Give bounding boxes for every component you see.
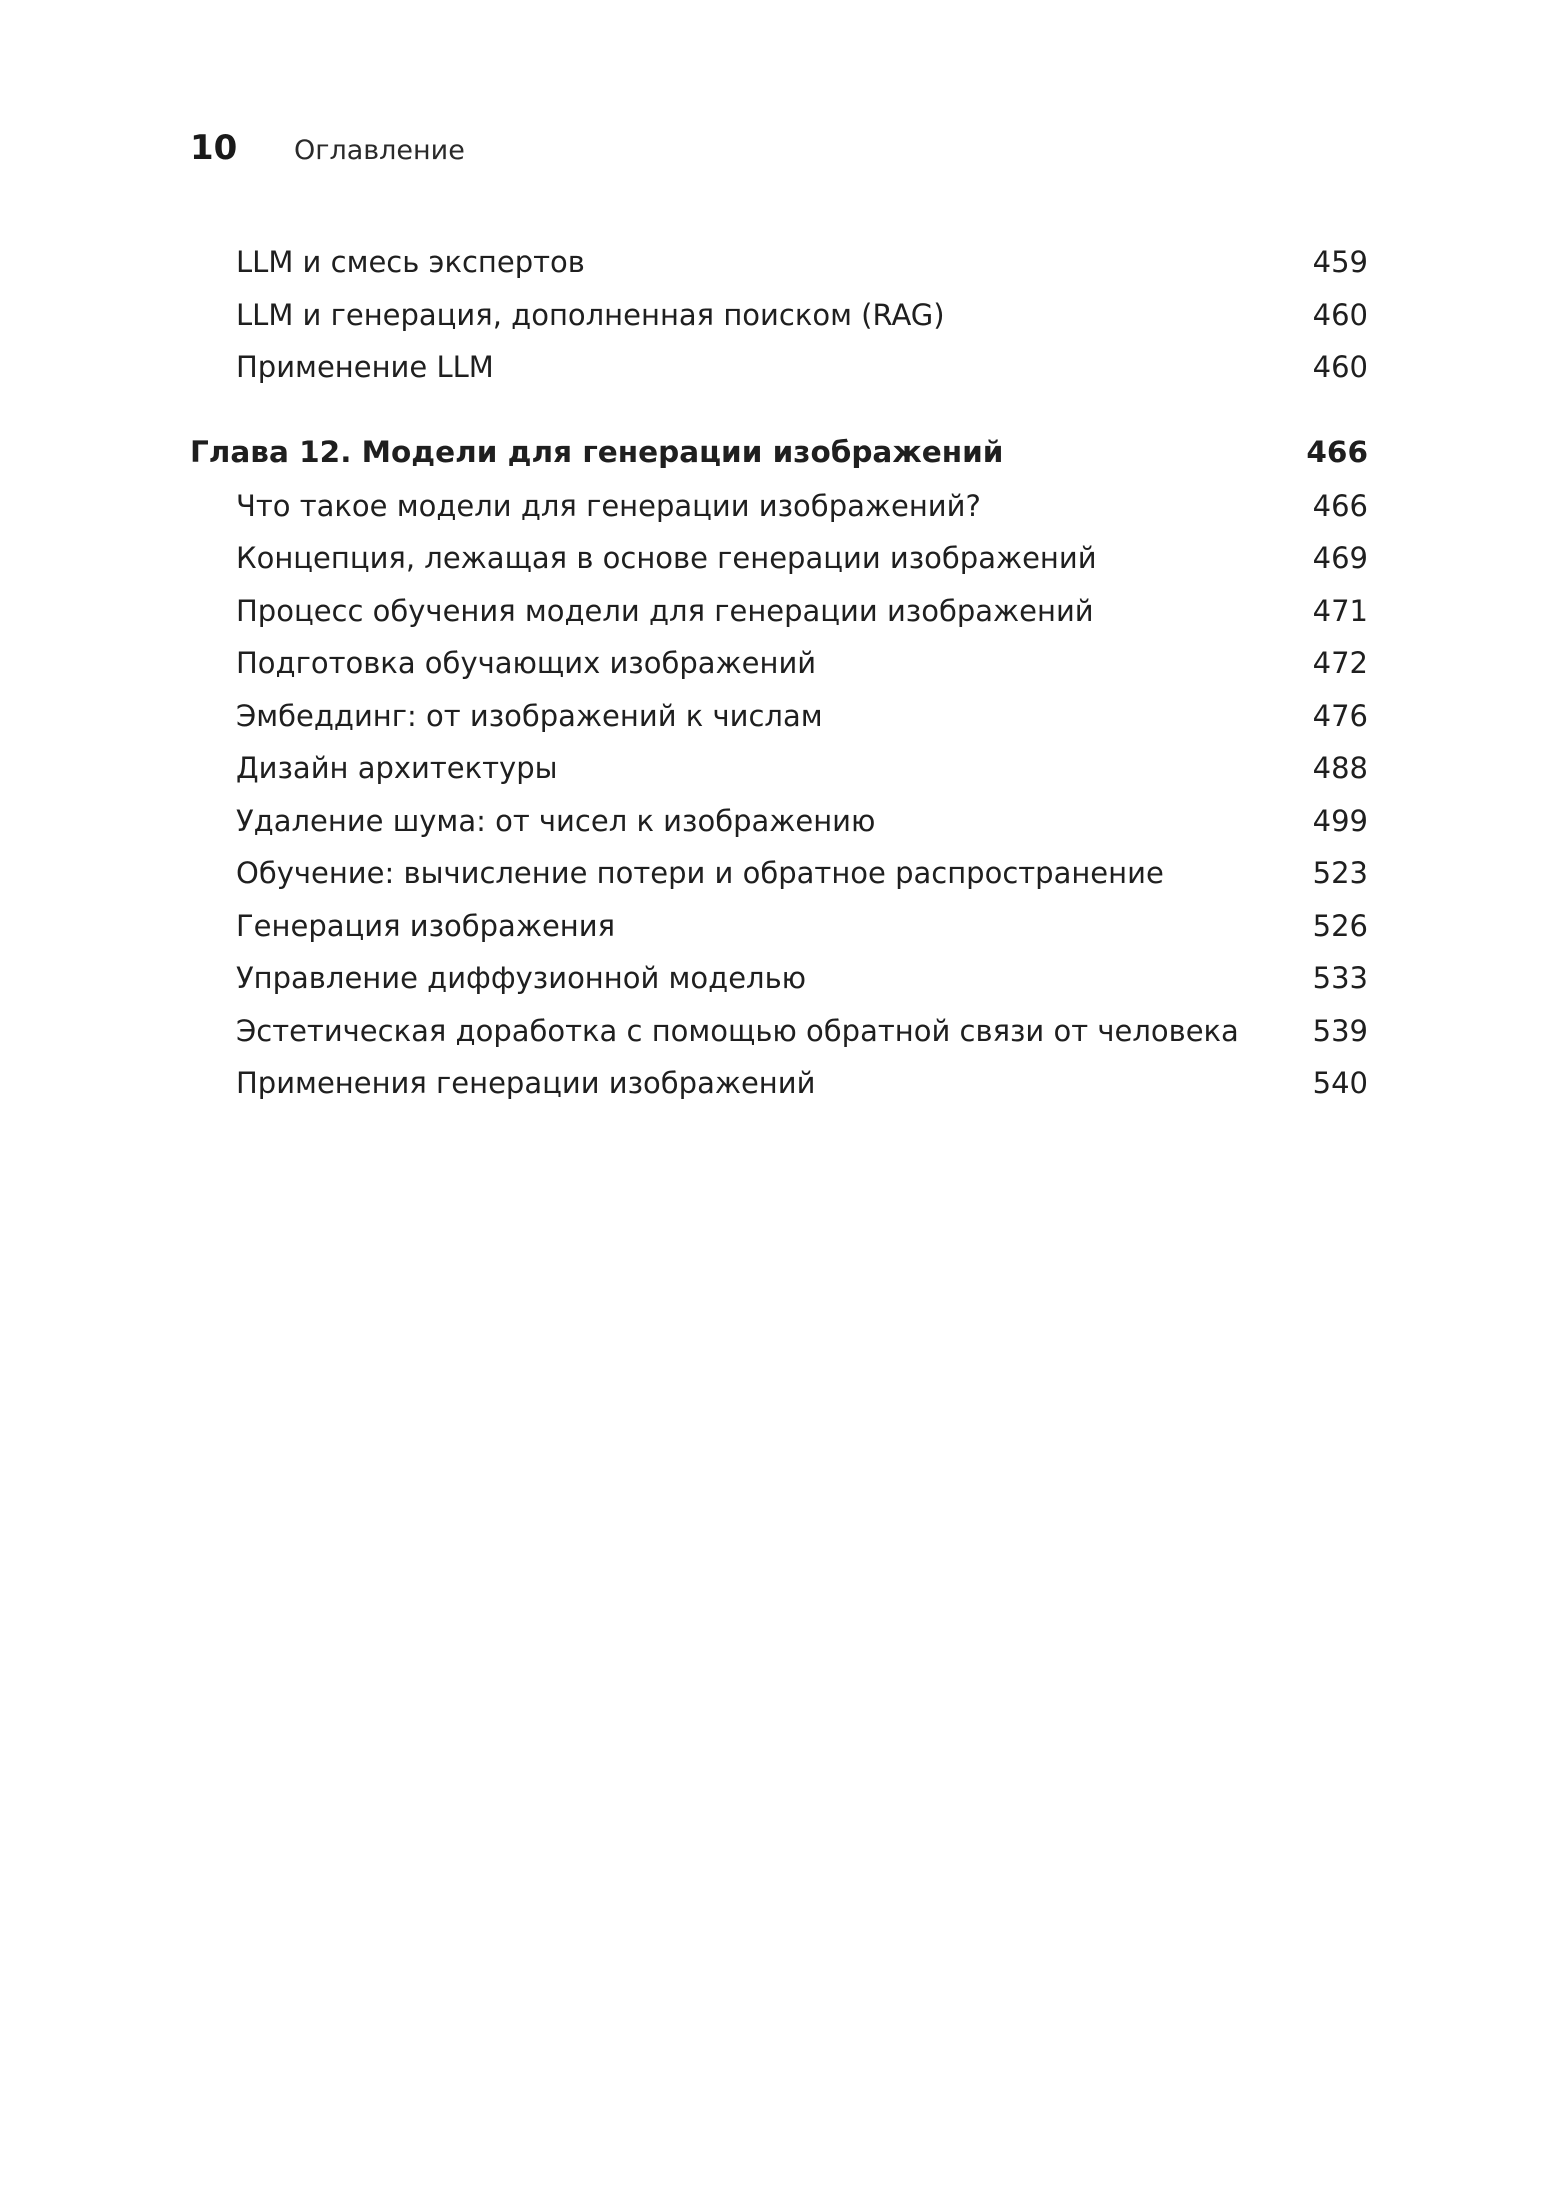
toc-section-entry[interactable] <box>190 341 1368 394</box>
toc-entry-page: 472 <box>1312 646 1368 680</box>
toc-entry-page: 466 <box>1306 434 1368 469</box>
dot-leader <box>830 644 1298 673</box>
toc-entry-page: 471 <box>1312 593 1368 628</box>
toc-chapter-entry[interactable] <box>190 424 1368 480</box>
toc-entry-page: 540 <box>1312 1066 1368 1100</box>
toc-entry-page: 459 <box>1312 245 1368 279</box>
dot-leader <box>889 802 1298 831</box>
dot-leader <box>1178 854 1299 883</box>
toc-entry-page: 466 <box>1312 488 1368 523</box>
dot-leader <box>572 749 1299 778</box>
toc-entry-title: Эстетическая доработка с помощью обратной связи от человека <box>236 1013 1239 1048</box>
toc-entry-page: 539 <box>1312 1013 1368 1048</box>
toc-entry-title: Процесс обучения модели для генерации изображений <box>236 593 1094 628</box>
page-header <box>190 128 465 168</box>
page-number: 10 <box>190 128 238 168</box>
toc-entry-page: 476 <box>1312 698 1368 733</box>
toc-entry-title: Подготовка обучающих изображений <box>236 646 817 680</box>
toc-section-entry[interactable] <box>190 900 1368 953</box>
toc-section-entry[interactable] <box>190 480 1368 533</box>
dot-leader <box>599 243 1299 272</box>
toc-section-entry[interactable] <box>190 1057 1368 1110</box>
toc-entry-title: Применение LLM <box>236 350 494 384</box>
toc-section-entry[interactable] <box>190 1005 1368 1058</box>
toc-entry-page: 460 <box>1312 297 1368 332</box>
toc-entry-title: Эмбеддинг: от изображений к числам <box>236 698 823 733</box>
toc-entry-title: Обучение: вычисление потери и обратное распространение <box>236 856 1164 890</box>
toc-entry-page: 460 <box>1312 350 1368 384</box>
toc-section-entry[interactable] <box>190 742 1368 795</box>
toc-entry-title: LLM и смесь экспертов <box>236 245 585 279</box>
dot-leader <box>1108 592 1299 621</box>
dot-leader <box>829 1064 1298 1093</box>
dot-leader <box>508 348 1299 377</box>
toc-entry-title: Концепция, лежащая в основе генерации изображений <box>236 541 1097 575</box>
toc-entry-page: 526 <box>1312 908 1368 943</box>
toc-entry-title: Удаление шума: от чисел к изображению <box>236 803 876 838</box>
toc-section-entry[interactable] <box>190 847 1368 900</box>
toc-entry-title: Дизайн архитектуры <box>236 751 558 785</box>
dot-leader <box>959 296 1299 325</box>
toc-section-entry[interactable] <box>190 585 1368 638</box>
toc-entry-page: 488 <box>1312 751 1368 785</box>
dot-leader <box>1111 539 1299 568</box>
dot-leader <box>837 697 1299 726</box>
dot-leader <box>629 907 1299 936</box>
toc-section-entry[interactable] <box>190 690 1368 743</box>
toc-entry-page: 499 <box>1312 803 1368 838</box>
toc-entry-title: Что такое модели для генерации изображений? <box>236 488 981 523</box>
toc-section-entry[interactable] <box>190 236 1368 289</box>
dot-leader <box>1017 432 1292 462</box>
toc-entry-title: Управление диффузионной моделью <box>236 961 807 995</box>
toc-entry-title: LLM и генерация, дополненная поиском (RAG) <box>236 297 945 332</box>
toc-section-entry[interactable] <box>190 952 1368 1005</box>
toc-entry-title: Глава 12. Модели для генерации изображений <box>190 434 1004 469</box>
dot-leader <box>995 487 1299 516</box>
toc-section-entry[interactable] <box>190 637 1368 690</box>
running-head: Оглавление <box>294 135 465 166</box>
table-of-contents <box>190 236 1368 1110</box>
toc-entry-page: 469 <box>1312 541 1368 575</box>
toc-section-entry[interactable] <box>190 532 1368 585</box>
dot-leader <box>820 959 1299 988</box>
toc-entry-page: 523 <box>1312 856 1368 890</box>
toc-entry-title: Генерация изображения <box>236 908 616 943</box>
toc-entry-page: 533 <box>1312 961 1368 995</box>
toc-section-entry[interactable] <box>190 795 1368 848</box>
toc-entry-title: Применения генерации изображений <box>236 1066 816 1100</box>
toc-section-entry[interactable] <box>190 289 1368 342</box>
dot-leader <box>1253 1012 1299 1041</box>
